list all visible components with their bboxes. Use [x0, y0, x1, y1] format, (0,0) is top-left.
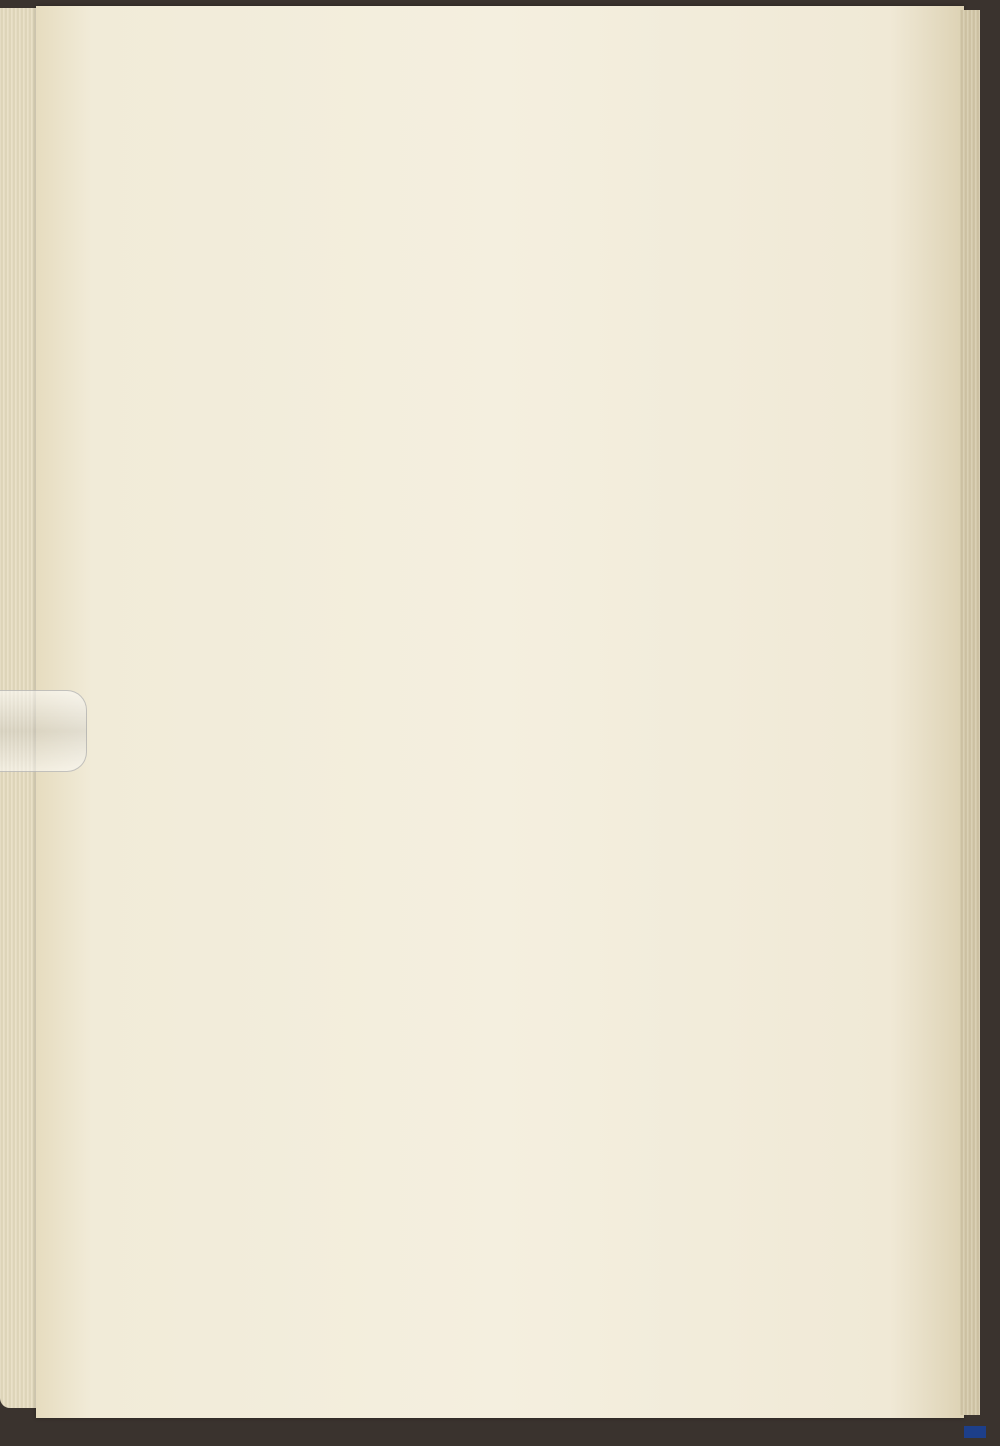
page-clip — [0, 690, 87, 772]
footer-credit — [602, 1424, 982, 1440]
right-page-stack — [960, 10, 980, 1415]
dfg-logo — [964, 1426, 986, 1438]
running-head — [270, 116, 970, 140]
book-page — [36, 6, 964, 1418]
